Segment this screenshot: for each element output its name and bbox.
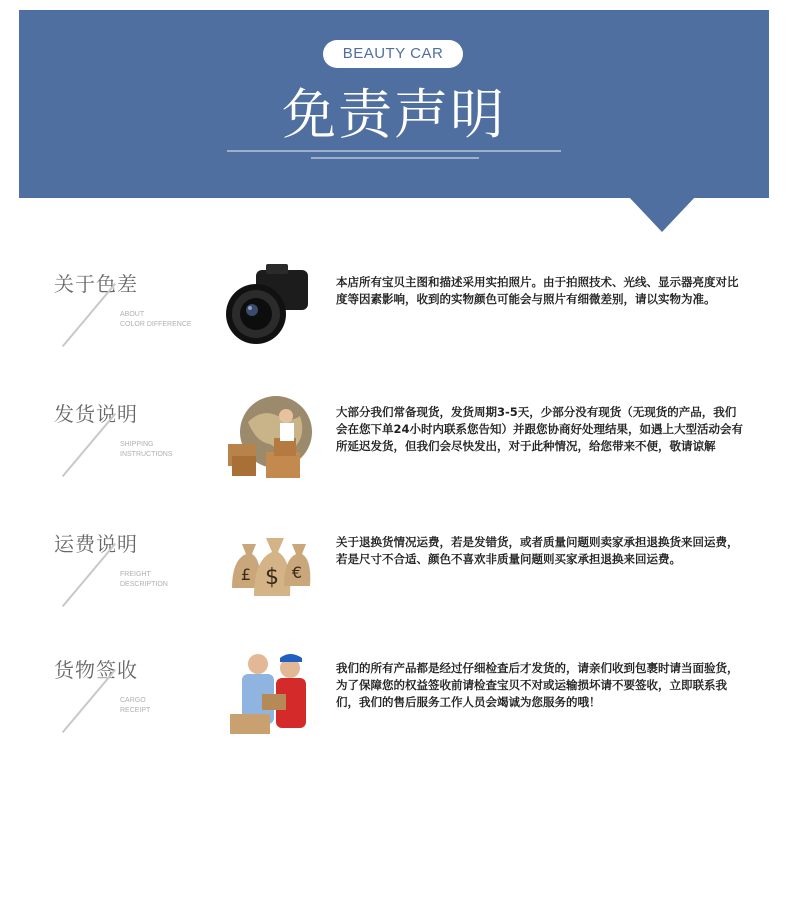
header-banner xyxy=(19,10,769,198)
delivery-signing-photo xyxy=(226,650,314,736)
section-description: 关于退换货情况运费，若是发错货，或者质量问题则卖家承担退换货来回运费，若是尺寸不合适、颜色不喜欢非质量问题则买家承担退换来回运费。 xyxy=(336,535,739,566)
section-subtitle: CARGO RECEIPT xyxy=(120,697,151,714)
section-heading: 货物签收 xyxy=(54,658,138,682)
section-heading: 发货说明 xyxy=(54,402,138,426)
svg-text:$: $ xyxy=(265,565,279,590)
section-subtitle: ABOUT COLOR DIFFERENCE xyxy=(120,311,192,328)
svg-text:£: £ xyxy=(240,565,252,584)
section-subtitle: SHIPPING INSTRUCTIONS xyxy=(120,441,173,458)
decorative-fine-text-line xyxy=(311,157,479,159)
section-subtitle: FREIGHT DESCRIPTION xyxy=(120,571,168,588)
section-description: 我们的所有产品都是经过仔细检查后才发货的，请亲们收到包裹时请当面验货，为了保障您的权益签收前请检查宝贝不对或运输损坏请不要签收，立即联系我们，我们的售后服务工作人员会竭诚为您服务的哦！ xyxy=(336,661,739,709)
decorative-fine-text-line xyxy=(227,150,561,152)
brand-badge: BEAUTY CAR xyxy=(323,40,463,68)
camera-photo xyxy=(226,264,314,350)
section-freight xyxy=(0,524,790,624)
section-shipping xyxy=(0,394,790,494)
section-description: 大部分我们常备现货，发货周期3-5天，少部分没有现货（无现货的产品，我们会在您下单24小时内联系您告知）并跟您协商好处理结果，如遇上大型活动会有所延迟发货，但我们会尽快发出，对于此种情况，给您带来不便，敬请谅解 xyxy=(336,405,743,453)
section-heading: 关于色差 xyxy=(54,272,138,296)
section-heading: 运费说明 xyxy=(54,532,138,556)
section-cargo-receipt xyxy=(0,650,790,750)
svg-text:€: € xyxy=(291,563,303,582)
section-description: 本店所有宝贝主图和描述采用实拍照片。由于拍照技术、光线、显示器亮度对比度等因素影响，收到的实物颜色可能会与照片有细微差别，请以实物为准。 xyxy=(336,275,739,306)
globe-delivery-photo xyxy=(226,394,314,480)
banner-notch xyxy=(628,196,696,232)
money-bags-photo xyxy=(226,524,314,610)
section-color-difference xyxy=(0,264,790,364)
page-title: 免责声明 xyxy=(282,83,506,146)
